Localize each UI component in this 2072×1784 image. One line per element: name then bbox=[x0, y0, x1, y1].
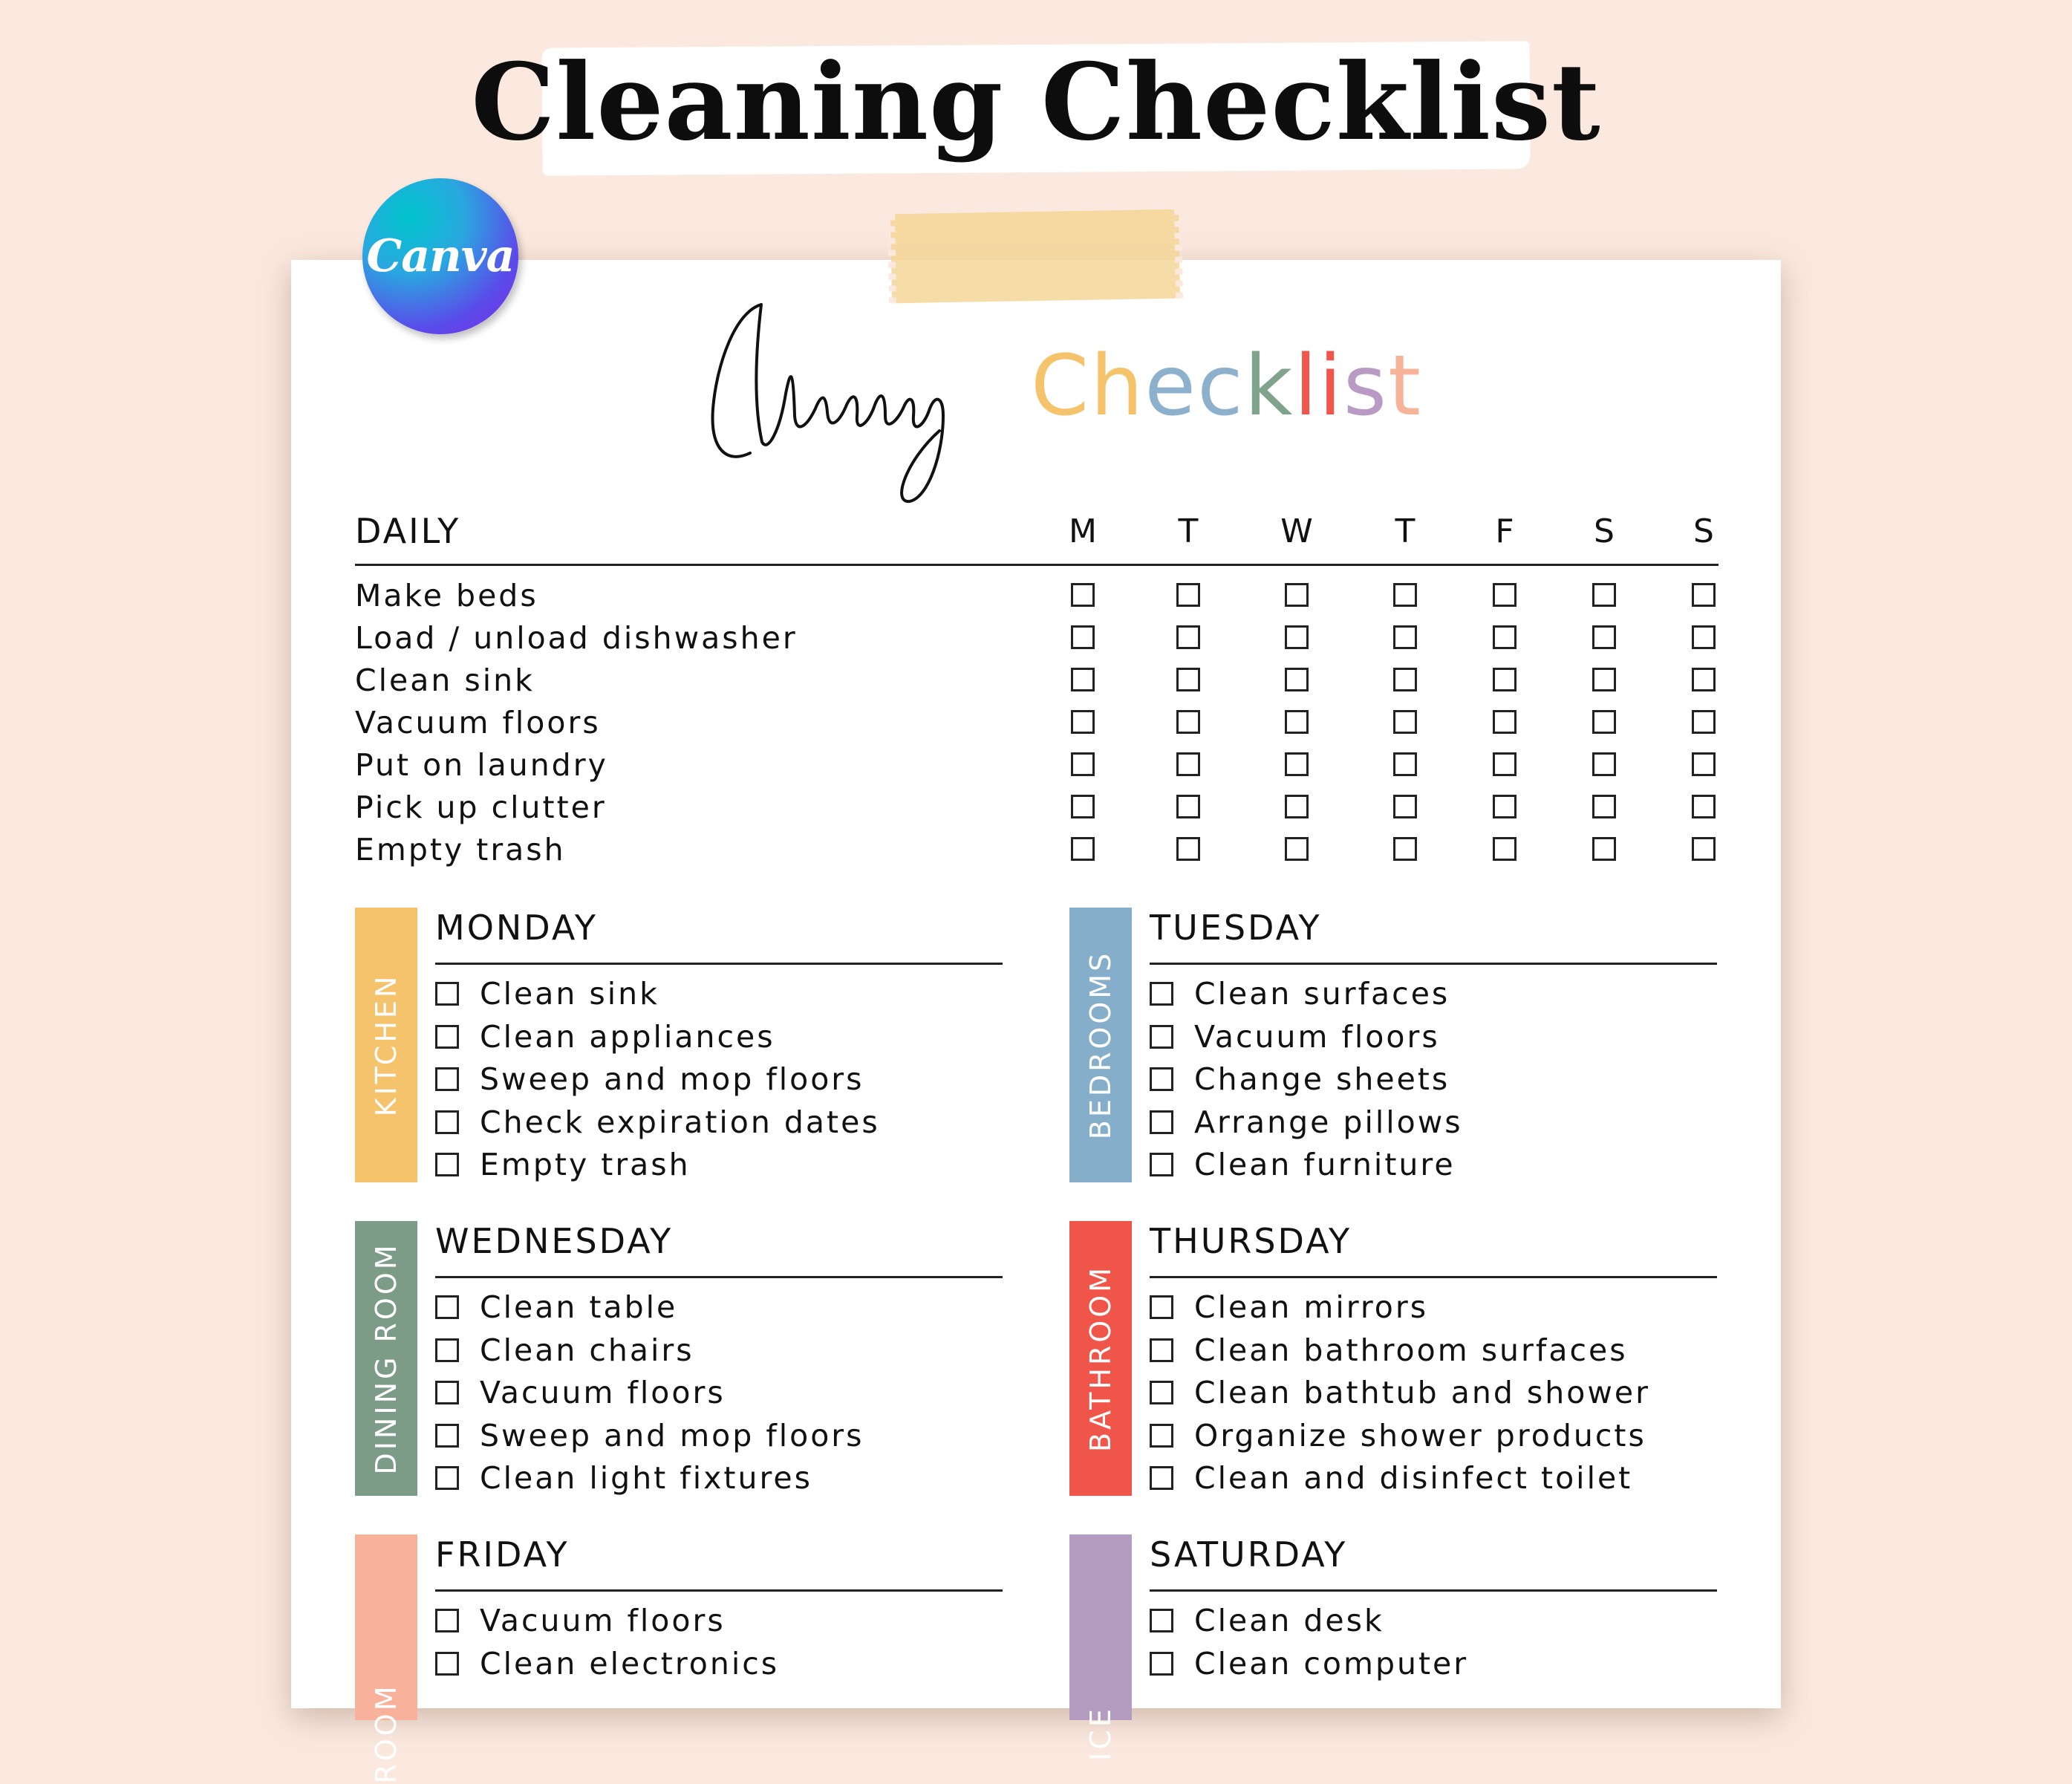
daily-checkbox[interactable] bbox=[1285, 583, 1309, 607]
task-label: Clean mirrors bbox=[1194, 1289, 1429, 1325]
task-checkbox[interactable] bbox=[435, 1025, 459, 1049]
room-tab bbox=[1069, 1221, 1132, 1496]
daily-checkbox[interactable] bbox=[1071, 837, 1095, 861]
day-header: T bbox=[1395, 512, 1415, 550]
task-label: Clean chairs bbox=[480, 1332, 694, 1368]
script-title-text: Cleaning bbox=[691, 282, 694, 283]
title-letter: l bbox=[1294, 338, 1319, 434]
task-label: Sweep and mop floors bbox=[480, 1417, 864, 1453]
daily-task-label: Load / unload dishwasher bbox=[355, 620, 798, 656]
task-checkbox[interactable] bbox=[435, 1381, 459, 1404]
task-label: Clean table bbox=[480, 1289, 678, 1325]
daily-checkbox[interactable] bbox=[1692, 625, 1716, 649]
day-section-title: THURSDAY bbox=[1150, 1221, 1352, 1261]
daily-checkbox[interactable] bbox=[1285, 625, 1309, 649]
day-header: M bbox=[1069, 512, 1097, 550]
daily-checkbox[interactable] bbox=[1176, 795, 1200, 818]
room-tab bbox=[355, 908, 417, 1182]
task-label: Clean bathtub and shower bbox=[1194, 1375, 1650, 1410]
daily-checkbox[interactable] bbox=[1393, 837, 1417, 861]
day-section-rule bbox=[1150, 963, 1717, 965]
room-tab bbox=[355, 1221, 417, 1496]
title-letter: h bbox=[1090, 338, 1145, 434]
daily-checkbox[interactable] bbox=[1393, 710, 1417, 734]
task-checkbox[interactable] bbox=[1150, 982, 1173, 1006]
day-section-title: SATURDAY bbox=[1150, 1534, 1348, 1575]
daily-checkbox[interactable] bbox=[1071, 752, 1095, 776]
daily-checkbox[interactable] bbox=[1071, 710, 1095, 734]
task-label: Vacuum floors bbox=[480, 1603, 726, 1638]
daily-checkbox[interactable] bbox=[1285, 795, 1309, 818]
title-letter: c bbox=[1197, 338, 1245, 434]
room-tab-label: BEDROOMS bbox=[1084, 950, 1117, 1140]
daily-checkbox[interactable] bbox=[1592, 710, 1616, 734]
daily-task-label: Make beds bbox=[355, 578, 538, 613]
day-header: S bbox=[1594, 512, 1615, 550]
task-label: Clean furniture bbox=[1194, 1147, 1456, 1182]
task-label: Clean computer bbox=[1194, 1645, 1469, 1682]
daily-checkbox[interactable] bbox=[1592, 625, 1616, 649]
task-checkbox[interactable] bbox=[1150, 1466, 1173, 1490]
task-label: Clean surfaces bbox=[1194, 976, 1450, 1012]
day-header: W bbox=[1280, 512, 1313, 550]
room-tab bbox=[1069, 1534, 1132, 1761]
daily-checkbox[interactable] bbox=[1493, 583, 1516, 607]
daily-checkbox[interactable] bbox=[1692, 668, 1716, 691]
daily-checkbox[interactable] bbox=[1393, 625, 1417, 649]
daily-checkbox[interactable] bbox=[1393, 583, 1417, 607]
colorful-title bbox=[1031, 334, 1422, 438]
task-checkbox[interactable] bbox=[1150, 1338, 1173, 1362]
daily-checkbox[interactable] bbox=[1176, 710, 1200, 734]
task-checkbox[interactable] bbox=[1150, 1110, 1173, 1134]
task-checkbox[interactable] bbox=[435, 1609, 459, 1632]
day-section-rule bbox=[1150, 1276, 1717, 1278]
daily-checkbox[interactable] bbox=[1176, 625, 1200, 649]
daily-checkbox[interactable] bbox=[1592, 752, 1616, 776]
title-letter: t bbox=[1388, 338, 1423, 434]
room-tab-label: BATHROOM bbox=[1084, 1265, 1117, 1452]
task-checkbox[interactable] bbox=[1150, 1609, 1173, 1632]
title-letter: i bbox=[1318, 338, 1343, 434]
day-section-title: MONDAY bbox=[435, 908, 598, 948]
task-checkbox[interactable] bbox=[1150, 1295, 1173, 1319]
task-checkbox[interactable] bbox=[1150, 1652, 1173, 1676]
task-label: Clean bathroom surfaces bbox=[1194, 1332, 1628, 1368]
daily-checkbox[interactable] bbox=[1592, 837, 1616, 861]
task-checkbox[interactable] bbox=[1150, 1025, 1173, 1049]
daily-checkbox[interactable] bbox=[1285, 837, 1309, 861]
daily-checkbox[interactable] bbox=[1692, 710, 1716, 734]
room-tab-label: ROOM bbox=[370, 1683, 403, 1784]
task-checkbox[interactable] bbox=[435, 1067, 459, 1091]
daily-checkbox[interactable] bbox=[1176, 668, 1200, 691]
daily-rule bbox=[355, 564, 1718, 566]
task-checkbox[interactable] bbox=[1150, 1424, 1173, 1448]
daily-checkbox[interactable] bbox=[1493, 668, 1516, 691]
task-label: Clean desk bbox=[1194, 1603, 1384, 1638]
task-label: Clean appliances bbox=[480, 1018, 775, 1055]
task-checkbox[interactable] bbox=[1150, 1067, 1173, 1091]
task-checkbox[interactable] bbox=[435, 1295, 459, 1319]
room-tab bbox=[355, 1534, 417, 1784]
daily-checkbox[interactable] bbox=[1393, 752, 1417, 776]
daily-checkbox[interactable] bbox=[1285, 710, 1309, 734]
day-section-title: FRIDAY bbox=[435, 1534, 570, 1575]
daily-checkbox[interactable] bbox=[1393, 795, 1417, 818]
day-header: S bbox=[1693, 512, 1714, 550]
day-section-rule bbox=[435, 1589, 1003, 1592]
day-section-title: WEDNESDAY bbox=[435, 1221, 674, 1261]
daily-title: DAILY bbox=[355, 511, 461, 551]
daily-checkbox[interactable] bbox=[1592, 668, 1616, 691]
script-title-cleaning bbox=[691, 282, 1017, 505]
day-header: T bbox=[1178, 512, 1199, 550]
task-checkbox[interactable] bbox=[435, 1153, 459, 1176]
title-letter: e bbox=[1144, 338, 1198, 434]
daily-task-label: Put on laundry bbox=[355, 747, 608, 783]
task-checkbox[interactable] bbox=[1150, 1153, 1173, 1176]
daily-checkbox[interactable] bbox=[1493, 752, 1516, 776]
daily-checkbox[interactable] bbox=[1071, 625, 1095, 649]
daily-checkbox[interactable] bbox=[1592, 795, 1616, 818]
daily-checkbox[interactable] bbox=[1071, 668, 1095, 691]
room-tab-label: KITCHEN bbox=[370, 973, 403, 1117]
task-label: Vacuum floors bbox=[1194, 1018, 1440, 1055]
daily-checkbox[interactable] bbox=[1285, 752, 1309, 776]
daily-checkbox[interactable] bbox=[1692, 795, 1716, 818]
daily-checkbox[interactable] bbox=[1493, 625, 1516, 649]
task-label: Clean and disinfect toilet bbox=[1194, 1460, 1633, 1496]
daily-task-label: Pick up clutter bbox=[355, 790, 607, 825]
daily-checkbox[interactable] bbox=[1285, 668, 1309, 691]
daily-task-label: Empty trash bbox=[355, 832, 566, 867]
daily-checkbox[interactable] bbox=[1493, 710, 1516, 734]
daily-checkbox[interactable] bbox=[1692, 837, 1716, 861]
task-checkbox[interactable] bbox=[435, 1338, 459, 1362]
canva-logo-text: Canva bbox=[366, 230, 515, 282]
daily-checkbox[interactable] bbox=[1692, 752, 1716, 776]
task-label: Sweep and mop floors bbox=[480, 1061, 864, 1097]
daily-checkbox[interactable] bbox=[1393, 668, 1417, 691]
task-checkbox[interactable] bbox=[435, 1466, 459, 1490]
day-section-rule bbox=[435, 963, 1003, 965]
daily-checkbox[interactable] bbox=[1071, 795, 1095, 818]
task-label: Organize shower products bbox=[1194, 1417, 1646, 1453]
canva-logo-badge bbox=[362, 178, 518, 334]
daily-checkbox[interactable] bbox=[1493, 837, 1516, 861]
title-letter: k bbox=[1244, 338, 1294, 434]
daily-checkbox[interactable] bbox=[1071, 583, 1095, 607]
daily-checkbox[interactable] bbox=[1176, 837, 1200, 861]
task-label: Clean sink bbox=[480, 976, 659, 1012]
day-section-rule bbox=[435, 1276, 1003, 1278]
daily-checkbox[interactable] bbox=[1592, 583, 1616, 607]
task-label: Check expiration dates bbox=[480, 1104, 880, 1140]
daily-checkbox[interactable] bbox=[1692, 583, 1716, 607]
task-checkbox[interactable] bbox=[1150, 1381, 1173, 1404]
daily-checkbox[interactable] bbox=[1493, 795, 1516, 818]
room-tab-label: ICE bbox=[1084, 1706, 1117, 1761]
task-label: Arrange pillows bbox=[1194, 1104, 1463, 1140]
day-header: F bbox=[1495, 512, 1514, 550]
banner-title: Cleaning Checklist bbox=[471, 41, 1601, 164]
title-letter: s bbox=[1343, 338, 1389, 434]
day-section-rule bbox=[1150, 1589, 1717, 1592]
daily-task-label: Vacuum floors bbox=[355, 705, 601, 740]
task-label: Vacuum floors bbox=[480, 1375, 726, 1410]
task-checkbox[interactable] bbox=[435, 1424, 459, 1448]
task-checkbox[interactable] bbox=[435, 1110, 459, 1134]
task-checkbox[interactable] bbox=[435, 982, 459, 1006]
task-label: Empty trash bbox=[480, 1147, 691, 1182]
room-tab bbox=[1069, 908, 1132, 1182]
title-letter: C bbox=[1031, 338, 1091, 434]
daily-checkbox[interactable] bbox=[1176, 752, 1200, 776]
task-checkbox[interactable] bbox=[435, 1652, 459, 1676]
task-label: Clean light fixtures bbox=[480, 1460, 812, 1496]
task-label: Clean electronics bbox=[480, 1645, 780, 1682]
daily-checkbox[interactable] bbox=[1176, 583, 1200, 607]
day-section-title: TUESDAY bbox=[1150, 908, 1322, 948]
task-label: Change sheets bbox=[1194, 1061, 1450, 1097]
room-tab-label: DINING ROOM bbox=[370, 1242, 403, 1475]
daily-task-label: Clean sink bbox=[355, 663, 535, 698]
